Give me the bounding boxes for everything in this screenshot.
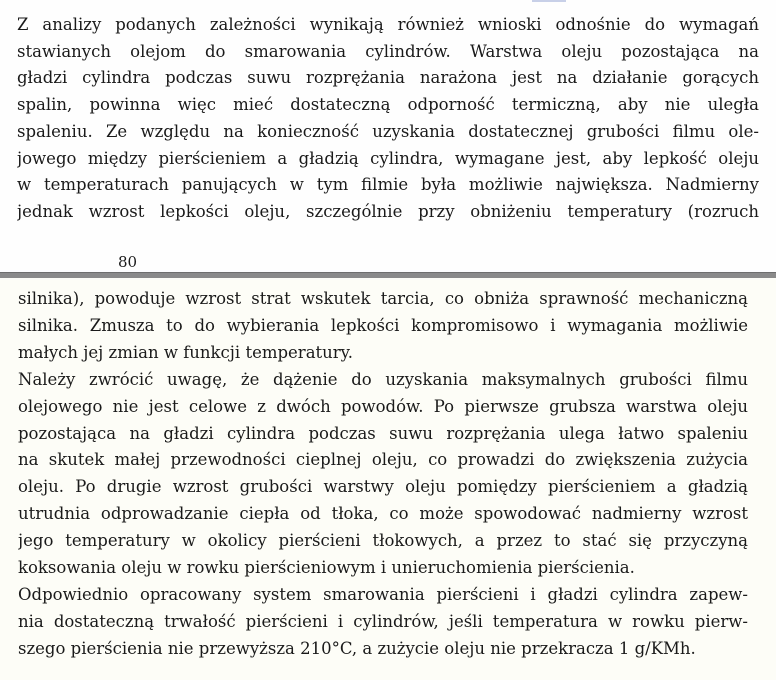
text-line: jowego między pierścieniem a gładzią cylindra, wymagane jest, aby lepkość oleju — [17, 148, 759, 168]
text-line: gładzi cylindra podczas suwu rozprężania narażona jest na działanie gorących — [17, 68, 759, 88]
text-line: olejowego nie jest celowe z dwóch powodów. Po pierwsze grubsza warstwa oleju — [18, 396, 748, 416]
text-line: Z analizy podanych zależności wynikają również wnioski odnośnie do wymagań — [17, 15, 759, 34]
bottom-page-fragment — [0, 278, 776, 680]
text-line: silnika. Zmusza to do wybierania lepkości kompromisowo i wymagania możliwie — [18, 315, 748, 335]
top-paragraph — [17, 12, 759, 226]
text-line: szego pierścienia nie przewyższa 210°C, a zużycie oleju nie przekracza 1 g/KMh. — [18, 638, 696, 658]
text-line: jednak wzrost lepkości oleju, szczególnie przy obniżeniu temperatury (rozruch — [17, 201, 759, 221]
text-line: Odpowiednio opracowany system smarowania pierścieni i gładzi cylindra zapew- — [18, 584, 748, 604]
text-line: na skutek małej przewodności cieplnej oleju, co prowadzi do zwiększenia zużycia — [18, 450, 748, 470]
text-line: utrudnia odprowadzanie ciepła od tłoka, co może spowodować nadmierny wzrost — [18, 504, 748, 524]
top-page-fragment — [0, 0, 776, 272]
text-line: spaleniu. Ze względu na konieczność uzyskania dostatecznej grubości filmu ole- — [17, 121, 759, 141]
text-line: spalin, powinna więc mieć dostateczną odporność termiczną, aby nie uległa — [17, 95, 759, 115]
scan-mark — [532, 0, 566, 2]
text-line: stawianych olejom do smarowania cylindrów. Warstwa oleju pozostająca na — [17, 41, 759, 61]
bottom-paragraphs — [18, 286, 748, 663]
text-line: Należy zwrócić uwagę, że dążenie do uzyskania maksymalnych grubości filmu — [18, 369, 748, 389]
text-line: silnika), powoduje wzrost strat wskutek tarcia, co obniża sprawność mechaniczną — [18, 289, 748, 308]
text-line: oleju. Po drugie wzrost grubości warstwy oleju pomiędzy pierścieniem a gładzią — [18, 477, 748, 497]
text-line: małych jej zmian w funkcji temperatury. — [18, 342, 354, 362]
page-number: 80 — [118, 253, 138, 271]
text-line: jego temperatury w okolicy pierścieni tłokowych, a przez to stać się przyczyną — [18, 531, 748, 551]
text-line: pozostająca na gładzi cylindra podczas suwu rozprężania ulega łatwo spaleniu — [18, 423, 748, 443]
text-line: nia dostateczną trwałość pierścieni i cylindrów, jeśli temperatura w rowku pierw- — [18, 611, 748, 631]
text-line: w temperaturach panujących w tym filmie była możliwie największa. Nadmierny — [17, 175, 759, 195]
text-line: koksowania oleju w rowku pierścieniowym i unieruchomienia pierścienia. — [18, 558, 635, 578]
